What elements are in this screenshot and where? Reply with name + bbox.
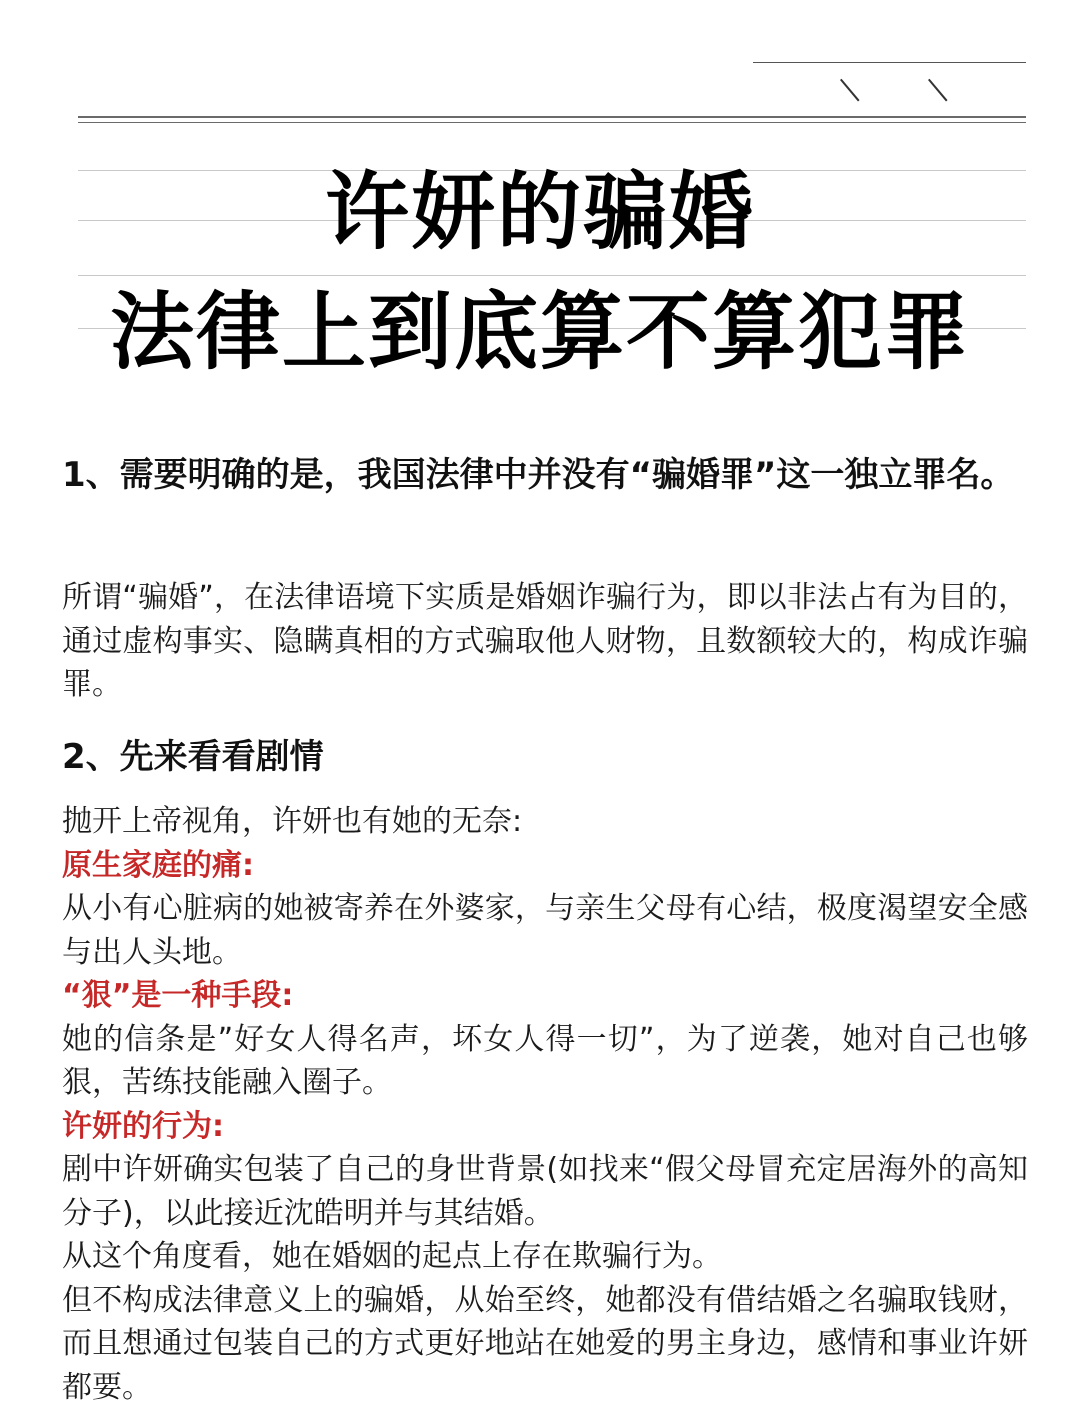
header-double-rule-bottom	[78, 122, 1026, 123]
label-xuyan-behavior: 许妍的行为:	[62, 1105, 1028, 1149]
ruled-line-3	[78, 275, 1026, 276]
label-ruthless-means: “狠”是一种手段:	[62, 974, 1028, 1018]
text-not-legal-fraud: 但不构成法律意义上的骗婚，从始至终，她都没有借结婚之名骗取钱财，而且想通过包装自己的方式更好地站在她爱的男主身边，感情和事业许妍都要。	[62, 1279, 1028, 1409]
section-1-heading: 1、需要明确的是，我国法律中并没有“骗婚罪”这一独立罪名。	[62, 451, 1028, 499]
page-title-line-2: 法律上到底算不算犯罪	[0, 290, 1080, 374]
decorative-slash-right	[928, 79, 947, 101]
decorative-slash-left	[840, 79, 859, 101]
text-deception-start: 从这个角度看，她在婚姻的起点上存在欺骗行为。	[62, 1235, 1028, 1279]
text-ruthless-means: 她的信条是”好女人得名声，坏女人得一切”，为了逆袭，她对自己也够狠，苦练技能融入圈子。	[62, 1018, 1028, 1105]
section-1-body: 所谓“骗婚”，在法律语境下实质是婚姻诈骗行为，即以非法占有为目的，通过虚构事实、隐瞒真相的方式骗取他人财物，且数额较大的，构成诈骗罪。	[62, 576, 1028, 707]
text-xuyan-behavior: 剧中许妍确实包装了自己的身世背景(如找来“假父母冒充定居海外的高知分子)，以此接近沈皓明并与其结婚。	[62, 1148, 1028, 1235]
section-2-heading: 2、先来看看剧情	[62, 733, 1028, 781]
top-right-rule	[753, 62, 1026, 63]
header-double-rule-top	[78, 116, 1026, 118]
label-family-pain: 原生家庭的痛:	[62, 844, 1028, 888]
page-title-line-1: 许妍的骗婚	[0, 170, 1080, 254]
text-family-pain: 从小有心脏病的她被寄养在外婆家，与亲生父母有心结，极度渴望安全感与出人头地。	[62, 887, 1028, 974]
section-2-intro: 抛开上帝视角，许妍也有她的无奈:	[62, 800, 1028, 844]
section-2-content	[62, 800, 1028, 1409]
